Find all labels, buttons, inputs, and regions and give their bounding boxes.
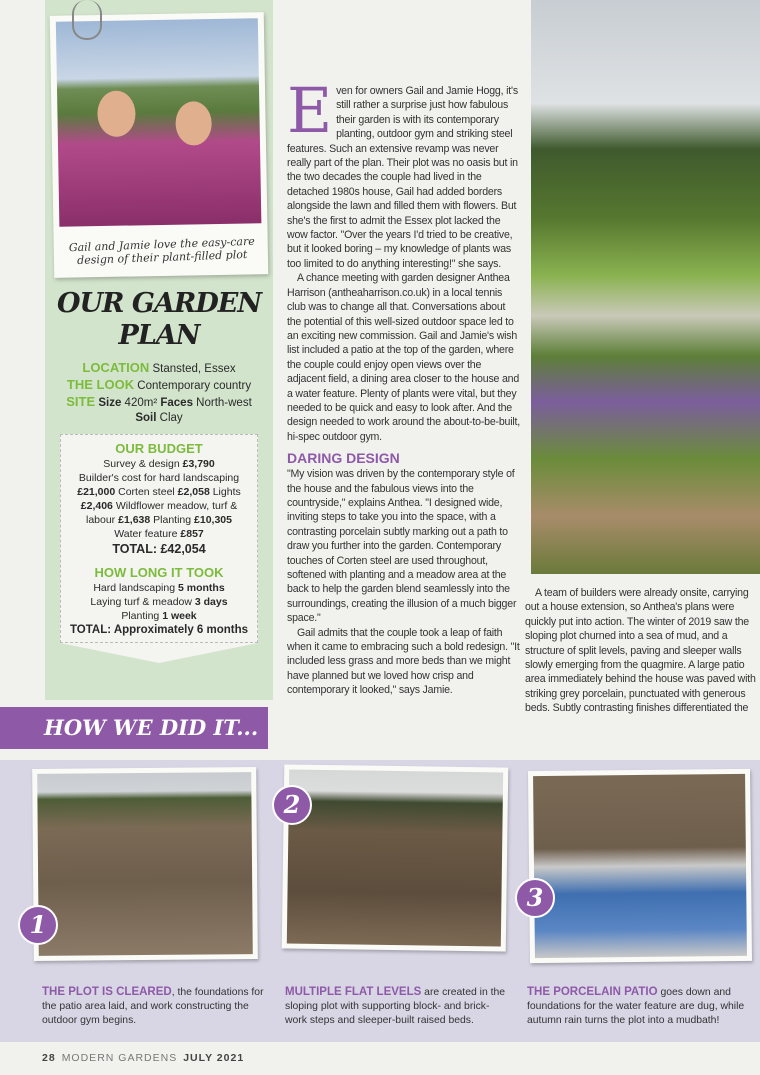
step-text: goes down and foundations for the water feature are dug, while autumn rain turns the plot into a mudbath! xyxy=(527,987,745,1026)
how-we-did-it-banner xyxy=(0,707,268,749)
budget-item-value: £2,058 xyxy=(177,486,210,498)
step-number-badge: 3 xyxy=(515,878,555,918)
size-label: Size xyxy=(98,397,122,409)
plan-title: OUR GARDEN PLAN xyxy=(56,288,262,351)
duration-item-value: 1 week xyxy=(162,610,197,622)
paperclip-icon xyxy=(72,0,102,40)
budget-item-label: Water feature xyxy=(114,528,178,540)
budget-item-label: Corten steel xyxy=(118,486,175,498)
magazine-name: MODERN GARDENS xyxy=(61,1052,178,1064)
faces-label: Faces xyxy=(160,397,193,409)
budget-item-value: £10,305 xyxy=(194,514,232,526)
page-footer xyxy=(42,1052,244,1064)
budget-item-value: £2,406 xyxy=(80,500,113,512)
duration-item-label: Planting xyxy=(121,610,160,622)
duration-title: HOW LONG IT TOOK xyxy=(94,565,224,580)
budget-item-label: Survey & design xyxy=(103,458,180,470)
budget-items xyxy=(65,457,253,541)
drop-cap: E xyxy=(287,74,333,147)
garden-plan-content xyxy=(50,288,268,663)
paragraph: Gail admits that the couple took a leap of faith when it came to embracing such a bold redesign. "It included less grass and more beds than we might have planned but we loved how crisp and contemporary it looked," says Jamie. xyxy=(287,626,520,697)
soil-label: Soil xyxy=(135,412,157,424)
step-1-caption xyxy=(42,985,267,1028)
step-text: are created in the sloping plot with supporting block- and brick-work steps and sleeper-built raised beds. xyxy=(285,987,506,1026)
paragraph: "My vision was driven by the contemporary style of the house and the fabulous views into the countryside," explains Anthea. "I designed wide, inviting steps to take you into the space, with a contrasting porcelain subtly marking out a path to draw you further into the garden. Contemporary touches of Corten steel are used throughout, softened with planting and a meadow area at the back to help the garden blend seamlessly into the surroundings, creating the illusion of a much bigger space." xyxy=(287,468,517,625)
step-3-caption xyxy=(527,985,752,1028)
budget-title: OUR BUDGET xyxy=(115,441,203,456)
look-value: Contemporary country xyxy=(137,380,252,392)
photo-caption: Gail and Jamie love the easy-care design of their plant-filled plot xyxy=(68,234,255,267)
budget-item-value: £857 xyxy=(180,528,204,540)
paragraph: ven for owners Gail and Jamie Hogg, it's still rather a surprise just how fabulous their garden is with its contemporary planting, outdoor gym and striking steel features. Such an extensive revamp was never really part of the plan. Their plot was no oasis but in the two decades the couple had lived in the detached 1980s house, Gail had added borders alongside the lawn and filled them with flowers. But she's the first to admit the Essex plot lacked the wow factor. "Over the years I'd tried to be creative, but it looked boring – my knowledge of plants was too limited to do anything interesting!" she says. xyxy=(287,85,518,270)
budget-box-arrow xyxy=(60,643,258,663)
location-label: LOCATION xyxy=(82,360,150,375)
budget-item-label: Wildflower meadow, turf & labour xyxy=(85,500,238,526)
step-heading: THE PORCELAIN PATIO xyxy=(527,986,658,998)
paragraph: A chance meeting with garden designer Anthea Harrison (antheaharrison.co.uk) in a local tennis club was to change all that. Conversations about the potential of this well-sized outdoor space led to an exciting new commission. Gail and Jamie's wish list included a patio at the top of the garden, where the couple could enjoy open views over the adjacent field, a dining area closer to the house and a water feature. Plenty of plants were vital, but they needed to be quick and easy to look after. And the design needed to work around the about-to-be-built, hi-spec outdoor gym. xyxy=(287,272,521,443)
budget-total: TOTAL: £42,054 xyxy=(112,542,206,556)
step-heading: THE PLOT IS CLEARED xyxy=(42,986,172,998)
issue-date: JULY 2021 xyxy=(183,1052,245,1064)
step-number-badge: 2 xyxy=(272,785,312,825)
budget-item-label: Planting xyxy=(153,514,192,526)
step-3-photo xyxy=(528,769,752,963)
step-number-badge: 1 xyxy=(18,905,58,945)
subheading: DARING DESIGN xyxy=(287,450,400,467)
step-heading: MULTIPLE FLAT LEVELS xyxy=(285,986,422,998)
duration-total: TOTAL: Approximately 6 months xyxy=(69,624,249,636)
paragraph: A team of builders were already onsite, carrying out a house extension, so Anthea's plans were quickly put into action. The winter of 2019 saw the sloping plot churned into a sea of mud, and a structure of split levels, paving and sleeper walls slowly emerging from the quagmire. A large patio area immediately behind the house was paved with striking grey porcelain, punctuated with generous beds. Subtly contrasting finishes differentiated the xyxy=(525,587,756,715)
size-value: 420m² xyxy=(124,397,158,409)
duration-item-value: 5 months xyxy=(177,582,225,594)
site-label: SITE xyxy=(66,394,96,409)
step-2-photo xyxy=(282,764,509,951)
budget-item-value: £3,790 xyxy=(182,458,215,470)
budget-item-value: £21,000 xyxy=(77,486,116,498)
budget-item-label: Builder's cost for hard landscaping xyxy=(78,472,240,484)
page-number: 28 xyxy=(42,1052,56,1064)
budget-item-value: £1,638 xyxy=(118,514,151,526)
duration-item-label: Laying turf & meadow xyxy=(90,596,192,608)
look-label: THE LOOK xyxy=(66,377,135,392)
faces-value: North-west xyxy=(196,397,252,409)
garden-hero-photo xyxy=(531,0,760,574)
soil-value: Clay xyxy=(159,412,183,424)
budget-box xyxy=(60,434,258,643)
duration-item-value: 3 days xyxy=(194,596,228,608)
banner-text: HOW WE DID IT... xyxy=(44,715,259,740)
step-text: , the foundations for the patio area laid, and work constructing the outdoor gym begins. xyxy=(42,987,264,1026)
step-1-photo xyxy=(32,767,258,961)
step-2-caption xyxy=(285,985,510,1028)
plan-facts xyxy=(50,360,268,426)
duration-item-label: Hard landscaping xyxy=(93,582,176,594)
article-column-2 xyxy=(525,586,759,716)
budget-item-label: Lights xyxy=(212,486,241,498)
location-value: Stansted, Essex xyxy=(152,363,236,375)
daring-design-section xyxy=(287,450,521,698)
article-column-1 xyxy=(287,74,521,698)
